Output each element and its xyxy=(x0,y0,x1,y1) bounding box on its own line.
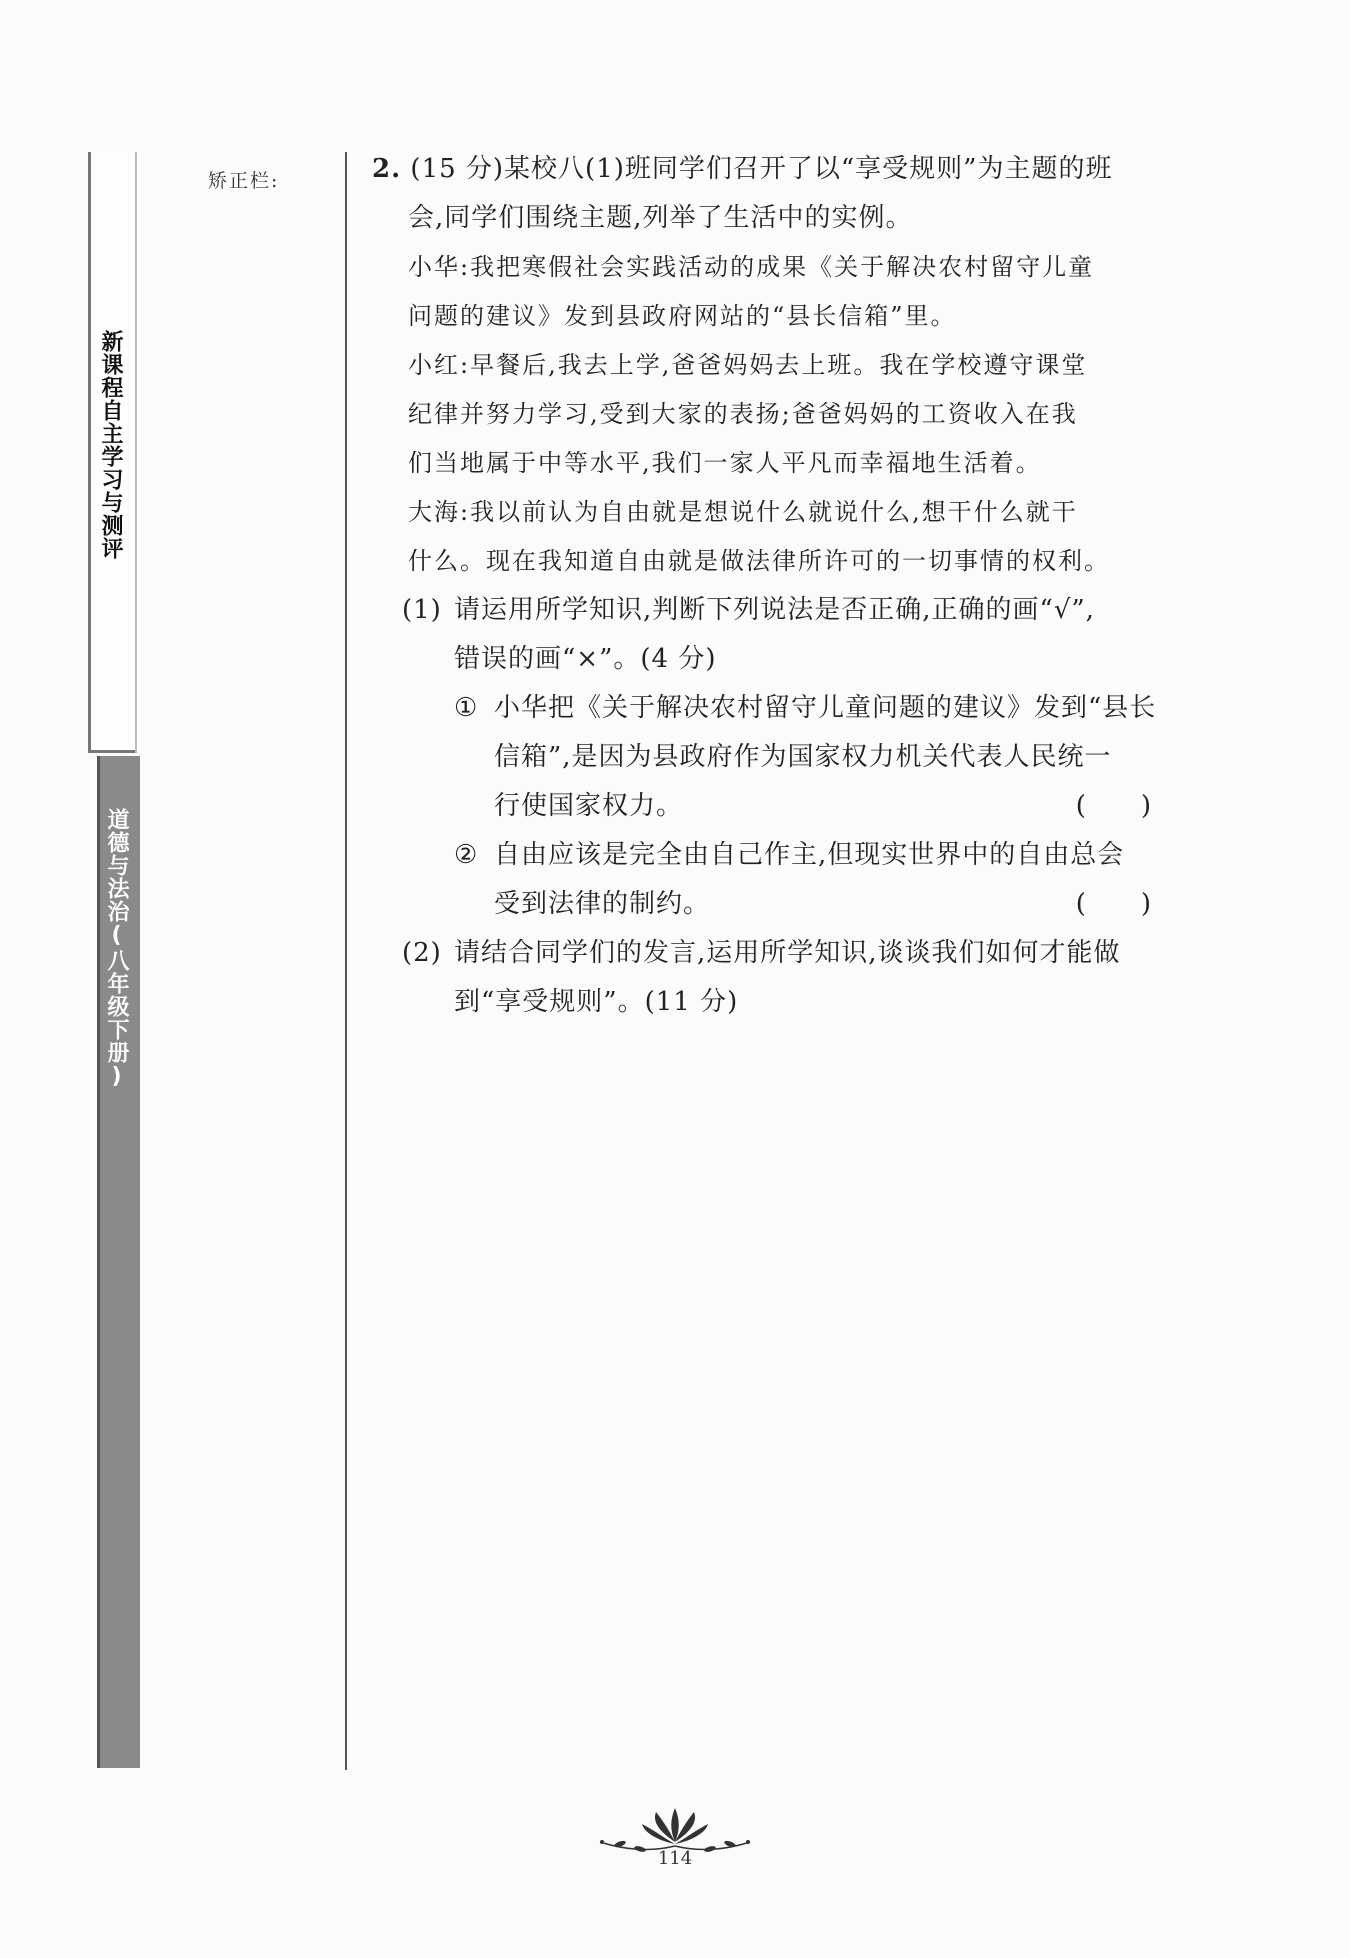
subquestion-text: 请结合同学们的发言,运用所学知识,谈谈我们如何才能做 xyxy=(454,938,1121,968)
answer-bracket[interactable]: ( ) xyxy=(1075,791,1152,821)
subquestion-number: (2) xyxy=(402,938,442,968)
statement-number: ② xyxy=(454,840,479,870)
statement-text: 行使国家权力。 xyxy=(494,791,684,821)
book-subject-title: 道德与法治(八年级下册) xyxy=(104,808,129,1090)
dialog-line: 小华:我把寒假社会实践活动的成果《关于解决农村留守儿童 xyxy=(408,253,1095,281)
statement-text: 受到法律的制约。 xyxy=(494,889,711,919)
question-intro-line: 会,同学们围绕主题,列举了生活中的实例。 xyxy=(408,203,913,233)
answer-bracket[interactable]: ( ) xyxy=(1075,889,1152,919)
dialog-line: 大海:我以前认为自由就是想说什么就说什么,想干什么就干 xyxy=(408,498,1078,526)
question-intro-text: (15 分)某校八(1)班同学们召开了以“享受规则”为主题的班 xyxy=(410,154,1113,184)
question-block xyxy=(372,145,1157,1027)
subquestion-text: 请运用所学知识,判断下列说法是否正确,正确的画“√”, xyxy=(454,595,1095,625)
correction-column xyxy=(160,152,347,1770)
subquestion-1 xyxy=(372,586,1152,635)
question-number: 2. xyxy=(372,154,402,184)
dialog-line: 们当地属于中等水平,我们一家人平凡而幸福地生活着。 xyxy=(408,449,1042,477)
dialog-line: 小红:早餐后,我去上学,爸爸妈妈去上班。我在学校遵守课堂 xyxy=(408,351,1088,379)
statement-text-line xyxy=(372,880,1152,929)
dialog-dahai xyxy=(372,488,1152,586)
page-number: 114 xyxy=(657,1848,693,1869)
dialog-line: 什么。现在我知道自由就是做法律所许可的一切事情的权利。 xyxy=(408,547,1110,575)
statement-text-line xyxy=(372,782,1152,831)
statement-text-line: 信箱”,是因为县政府作为国家权力机关代表人民统一 xyxy=(494,742,1112,772)
dialog-line: 纪律并努力学习,受到大家的表扬;爸爸妈妈的工资收入在我 xyxy=(408,400,1078,428)
subquestion-text-line: 错误的画“×”。(4 分) xyxy=(454,644,717,674)
book-series-title: 新课程自主学习与测评 xyxy=(98,330,123,560)
statement-2 xyxy=(372,831,1152,880)
subquestion-number: (1) xyxy=(402,595,442,625)
statement-number: ① xyxy=(454,693,479,723)
subquestion-2 xyxy=(372,929,1152,978)
statement-text: 小华把《关于解决农村留守儿童问题的建议》发到“县长 xyxy=(494,693,1157,723)
correction-label: 矫正栏: xyxy=(208,170,280,192)
statement-text: 自由应该是完全由自己作主,但现实世界中的自由总会 xyxy=(494,840,1125,870)
question-intro-line xyxy=(372,145,1152,194)
statement-1 xyxy=(372,684,1157,733)
dialog-xiaohong xyxy=(372,341,1152,488)
dialog-xiaohua xyxy=(372,243,1152,341)
subquestion-text-line: 到“享受规则”。(11 分) xyxy=(454,987,739,1017)
dialog-line: 问题的建议》发到县政府网站的“县长信箱”里。 xyxy=(408,302,957,330)
